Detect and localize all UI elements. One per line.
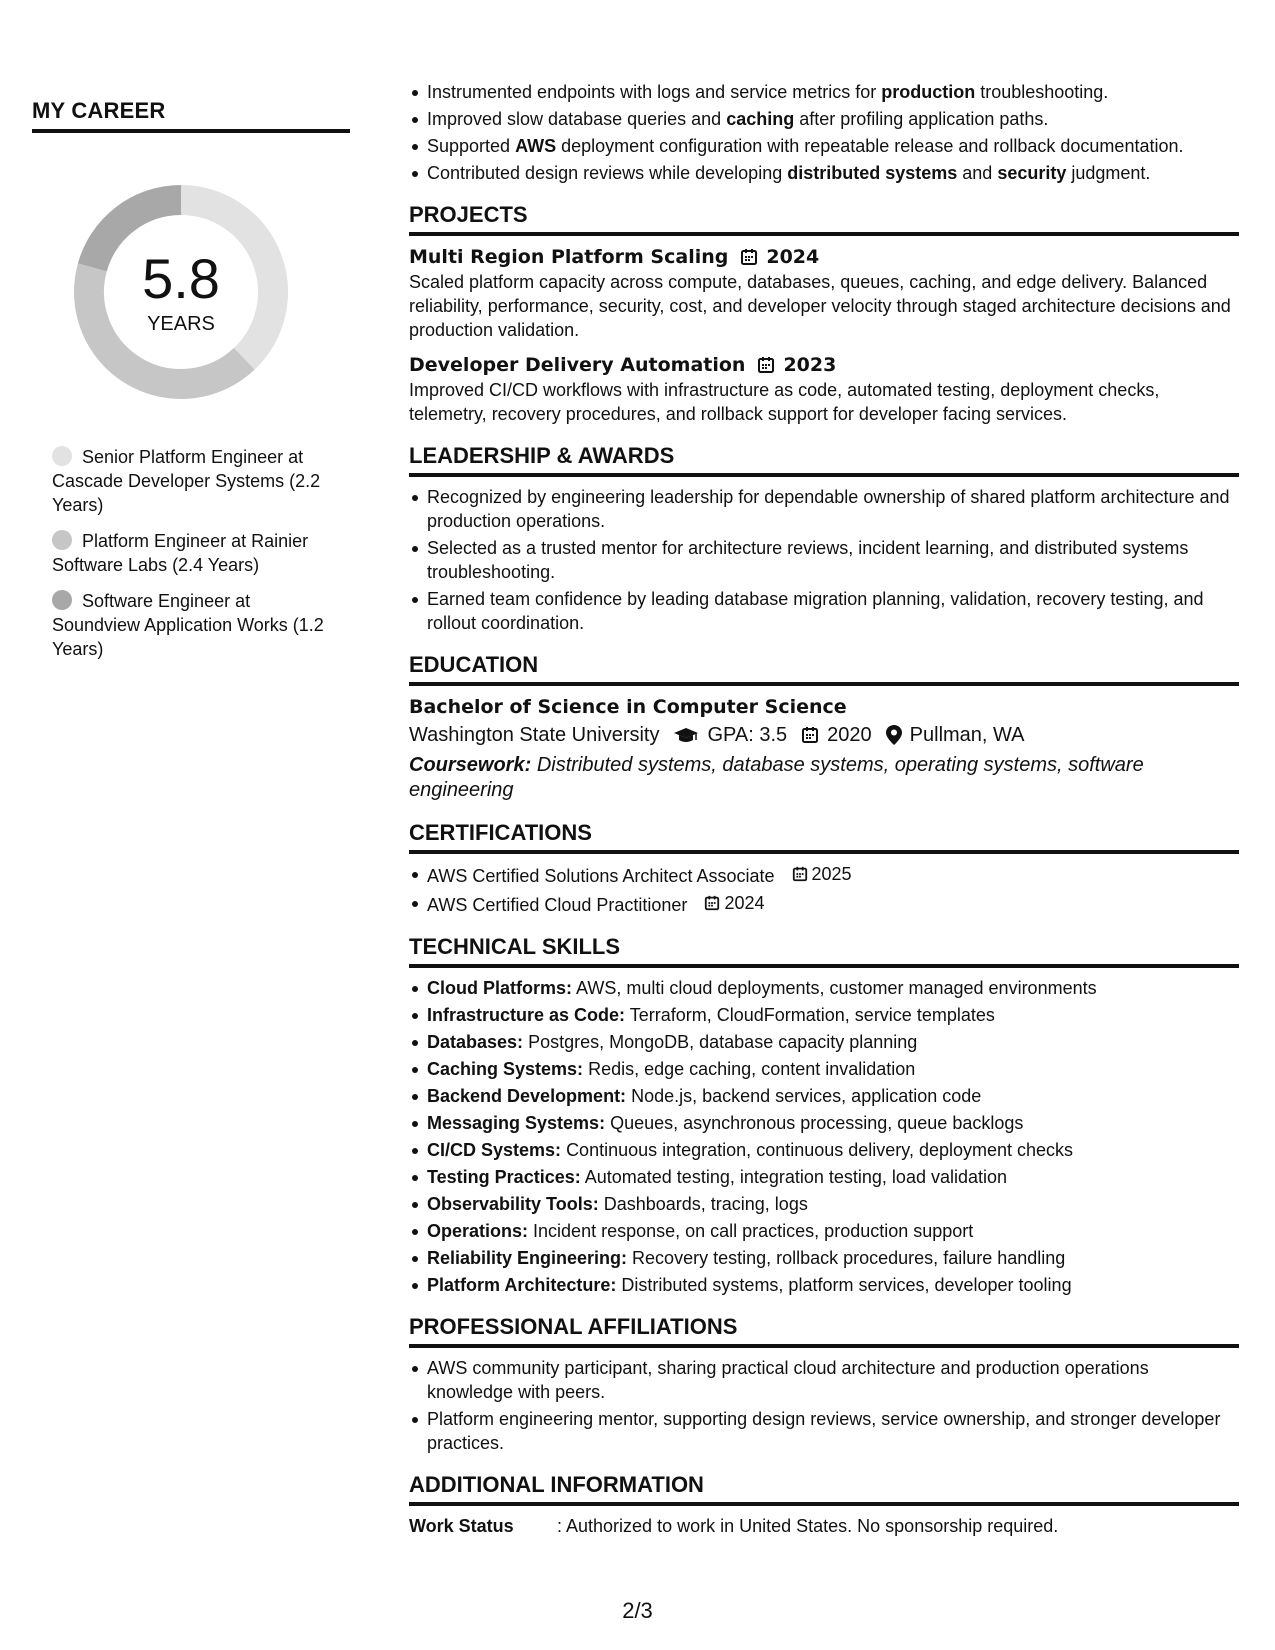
legend-dot <box>52 530 72 550</box>
skill-item <box>427 1030 1239 1054</box>
education-heading: EDUCATION <box>409 651 1239 686</box>
skill-values: Node.js, backend services, application code <box>631 1086 982 1106</box>
certifications-heading: CERTIFICATIONS <box>409 819 1239 854</box>
project-title <box>409 244 1239 270</box>
leadership-item: Selected as a trusted mentor for architecture reviews, incident learning, and distributed systems troubleshooting. <box>427 536 1239 584</box>
school-location: Pullman, WA <box>909 724 1025 746</box>
experience-bullet <box>427 80 1239 104</box>
skill-item <box>427 1057 1239 1081</box>
certification-date <box>704 891 764 915</box>
skill-category: Messaging Systems: <box>427 1113 606 1133</box>
bullet-text: deployment configuration with repeatable release and rollback documentation. <box>556 136 1184 156</box>
skill-category: Platform Architecture: <box>427 1275 617 1295</box>
skill-category: Cloud Platforms: <box>427 978 573 998</box>
skills-heading: TECHNICAL SKILLS <box>409 933 1239 968</box>
skill-values: Recovery testing, rollback procedures, failure handling <box>632 1248 1066 1268</box>
legend-item <box>52 589 337 661</box>
skill-item <box>427 1165 1239 1189</box>
page-number: 2/3 <box>622 1598 653 1623</box>
coursework-label: Coursework: <box>409 754 532 776</box>
additional-info-heading: ADDITIONAL INFORMATION <box>409 1471 1239 1506</box>
experience-bullet <box>427 161 1239 185</box>
experience-bullet <box>427 134 1239 158</box>
degree-title: Bachelor of Science in Computer Science <box>409 696 847 718</box>
gpa-segment <box>673 720 787 750</box>
project-description: Scaled platform capacity across compute, databases, queues, caching, and edge delivery. Balanced reliability, performance, security, cost, and developer velocity through staged architecture decisions and production validation. <box>409 272 1231 340</box>
total-years-unit: YEARS <box>147 313 215 335</box>
calendar-icon <box>704 895 720 911</box>
bullet-emphasis: distributed systems <box>787 163 958 183</box>
bullet-emphasis: AWS <box>515 136 557 156</box>
legend-label: Platform Engineer at Rainier Software Labs (2.4 Years) <box>52 531 309 575</box>
skill-item <box>427 1246 1239 1270</box>
career-donut-chart <box>66 177 296 407</box>
skill-values: Distributed systems, platform services, developer tooling <box>621 1275 1072 1295</box>
resume-main <box>409 80 1239 1538</box>
skills-list <box>409 976 1239 1297</box>
affiliation-item: Platform engineering mentor, supporting design reviews, service ownership, and stronger developer practices. <box>427 1407 1239 1455</box>
certification-date <box>792 862 852 886</box>
map-pin-icon <box>886 725 902 745</box>
leadership-list <box>409 485 1239 635</box>
affiliations-heading: PROFESSIONAL AFFILIATIONS <box>409 1313 1239 1348</box>
skill-item <box>427 1111 1239 1135</box>
skill-values: Queues, asynchronous processing, queue backlogs <box>610 1113 1024 1133</box>
skill-values: Incident response, on call practices, production support <box>533 1221 974 1241</box>
work-status-row <box>409 1514 1239 1538</box>
skill-category: Reliability Engineering: <box>427 1248 628 1268</box>
bullet-emphasis: caching <box>726 109 795 129</box>
total-years-value: 5.8 <box>142 247 220 310</box>
leadership-item: Earned team confidence by leading database migration planning, validation, recovery testing, and rollout coordination. <box>427 587 1239 635</box>
skill-category: Testing Practices: <box>427 1167 581 1187</box>
legend-label: Senior Platform Engineer at Cascade Developer Systems (2.2 Years) <box>52 447 321 515</box>
certifications-list <box>409 862 1239 917</box>
leadership-heading: LEADERSHIP & AWARDS <box>409 442 1239 477</box>
affiliations-list <box>409 1356 1239 1455</box>
legend-dot <box>52 446 72 466</box>
skill-item <box>427 1138 1239 1162</box>
skill-values: Automated testing, integration testing, load validation <box>584 1167 1008 1187</box>
graduation-year-segment <box>801 720 872 750</box>
skill-values: AWS, multi cloud deployments, customer managed environments <box>576 978 1097 998</box>
certification-name: AWS Certified Solutions Architect Associate <box>427 866 775 886</box>
skill-item <box>427 1192 1239 1216</box>
legend-item <box>52 529 337 577</box>
bullet-text: Supported <box>427 136 516 156</box>
project-year: 2024 <box>766 246 820 268</box>
skill-values: Continuous integration, continuous delivery, deployment checks <box>566 1140 1074 1160</box>
skill-item <box>427 1273 1239 1297</box>
skill-values: Postgres, MongoDB, database capacity planning <box>528 1032 918 1052</box>
certification-name: AWS Certified Cloud Practitioner <box>427 895 688 915</box>
gpa-value: GPA: 3.5 <box>707 724 788 746</box>
legend-dot <box>52 590 72 610</box>
work-status-label: Work Status <box>409 1516 514 1536</box>
location-segment <box>886 720 1025 750</box>
bullet-emphasis: security <box>997 163 1067 183</box>
calendar-icon <box>740 248 758 266</box>
graduation-year: 2020 <box>827 724 872 746</box>
legend-label: Software Engineer at Soundview Application Works (1.2 Years) <box>52 591 324 659</box>
skill-item <box>427 1219 1239 1243</box>
school-name: Washington State University <box>409 724 660 746</box>
graduation-cap-icon <box>673 726 699 744</box>
education-details <box>409 720 1239 750</box>
project-date <box>757 352 836 378</box>
certification-year: 2025 <box>811 864 852 884</box>
experience-bullet <box>427 107 1239 131</box>
project-name: Multi Region Platform Scaling <box>409 246 729 268</box>
projects-heading: PROJECTS <box>409 201 1239 236</box>
legend-item <box>52 445 337 517</box>
project-description: Improved CI/CD workflows with infrastructure as code, automated testing, deployment checks, telemetry, recovery procedures, and rollback support for developer facing services. <box>409 380 1160 424</box>
bullet-text: Improved slow database queries and <box>427 109 727 129</box>
skill-category: CI/CD Systems: <box>427 1140 562 1160</box>
project-title <box>409 352 1239 378</box>
career-sidebar <box>32 98 350 673</box>
career-legend <box>52 445 350 661</box>
calendar-icon <box>757 356 775 374</box>
skill-category: Operations: <box>427 1221 529 1241</box>
bullet-text: and <box>957 163 998 183</box>
skill-item <box>427 1003 1239 1027</box>
calendar-icon <box>801 726 819 744</box>
coursework <box>409 753 1239 803</box>
skill-category: Observability Tools: <box>427 1194 599 1214</box>
skill-values: Redis, edge caching, content invalidation <box>588 1059 916 1079</box>
bullet-text: judgment. <box>1066 163 1151 183</box>
calendar-icon <box>792 866 808 882</box>
skill-item <box>427 976 1239 1000</box>
skill-item <box>427 1084 1239 1108</box>
skill-values: Dashboards, tracing, logs <box>603 1194 808 1214</box>
bullet-emphasis: production <box>881 82 976 102</box>
certification-year: 2024 <box>724 893 765 913</box>
experience-bullets <box>409 80 1239 185</box>
project-date <box>740 244 819 270</box>
skill-category: Backend Development: <box>427 1086 627 1106</box>
affiliation-item: AWS community participant, sharing practical cloud architecture and production operations knowledge with peers. <box>427 1356 1239 1404</box>
career-heading: MY CAREER <box>32 98 350 133</box>
work-status-value: : Authorized to work in United States. No sponsorship required. <box>557 1516 1059 1536</box>
leadership-item: Recognized by engineering leadership for dependable ownership of shared platform architecture and production operations. <box>427 485 1239 533</box>
project-name: Developer Delivery Automation <box>409 354 746 376</box>
bullet-text: troubleshooting. <box>975 82 1109 102</box>
certification-item <box>427 862 1239 888</box>
project-year: 2023 <box>783 354 837 376</box>
coursework-list: Distributed systems, database systems, operating systems, software engineering <box>409 754 1144 801</box>
skill-category: Caching Systems: <box>427 1059 584 1079</box>
skill-values: Terraform, CloudFormation, service templates <box>629 1005 995 1025</box>
certification-item <box>427 891 1239 917</box>
skill-category: Infrastructure as Code: <box>427 1005 626 1025</box>
bullet-text: after profiling application paths. <box>794 109 1049 129</box>
bullet-text: Contributed design reviews while developing <box>427 163 788 183</box>
bullet-text: Instrumented endpoints with logs and service metrics for <box>427 82 882 102</box>
skill-category: Databases: <box>427 1032 524 1052</box>
